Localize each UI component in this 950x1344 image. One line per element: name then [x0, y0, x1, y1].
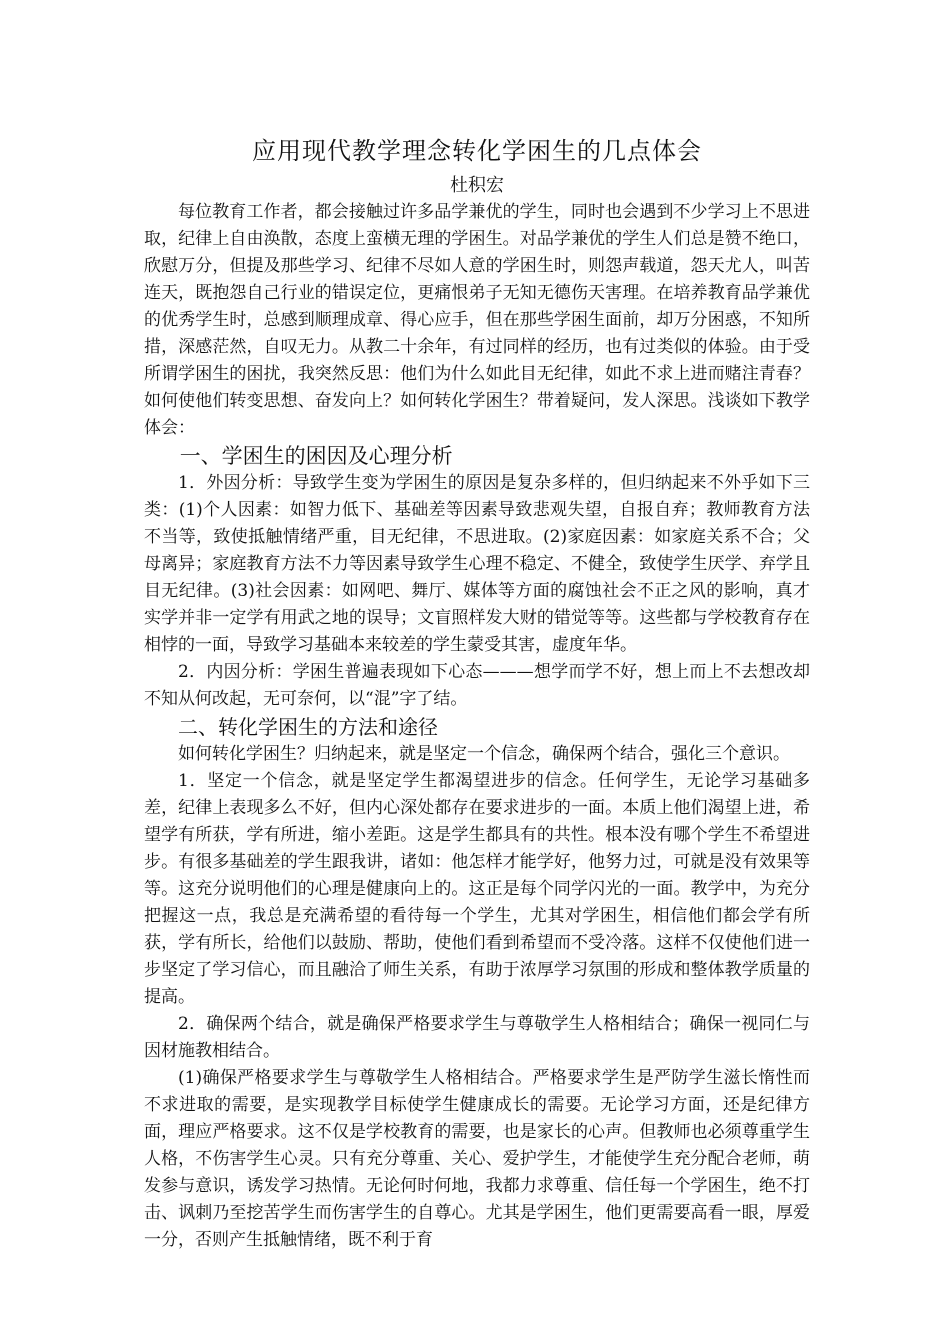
section-1-paragraph-1: 1．外因分析：导致学生变为学困生的原因是复杂多样的，但归纳起来不外乎如下三类：(1)个人因素：如智力低下、基础差等因素导致悲观失望，自报自弃；教师教育方法不当等，致使抵触情绪严重，目无纪律，不思进取。(2)家庭因素：如家庭关系不合；父母离异；家庭教育方法不力等因素导致学生心理不稳定、不健全，致使学生厌学、弃学且目无纪律。(3)社会因素：如网吧、舞厅、媒体等方面的腐蚀社会不正之风的影响，真才实学并非一定学有用武之地的误导；文盲照样发大财的错觉等等。这些都与学校教育存在相悖的一面，导致学习基础本来较差的学生蒙受其害，虚度年华。 [144, 473, 810, 655]
section-1-heading: 一、学困生的困因及心理分析 [179, 444, 453, 468]
section-2-intro-paragraph: 如何转化学困生？归纳起来，就是坚定一个信念，确保两个结合，强化三个意识。 [178, 744, 790, 764]
section-1-paragraph-2: 2．内因分析：学困生普遍表现如下心态———想学而学不好，想上而上不去想改却不知从何改起，无可奈何，以“混”字了结。 [144, 662, 810, 709]
author-name: 杜积宏 [450, 175, 504, 196]
section-2-paragraph-1: 1．坚定一个信念，就是坚定学生都渴望进步的信念。任何学生，无论学习基础多差，纪律上表现多么不好，但内心深处都存在要求进步的一面。本质上他们渴望上进，希望学有所获，学有所进，缩小差距。这是学生都具有的共性。根本没有哪个学生不希望进步。有很多基础差的学生跟我讲，诸如：他怎样才能学好，他努力过，可就是没有效果等等。这充分说明他们的心理是健康向上的。这正是每个同学闪光的一面。教学中，为充分把握这一点，我总是充满希望的看待每一个学生，尤其对学困生，相信他们都会学有所获，学有所长，给他们以鼓励、帮助，使他们看到希望而不受冷落。这样不仅使他们进一步坚定了学习信心，而且融洽了师生关系，有助于浓厚学习氛围的形成和整体教学质量的提高。 [144, 771, 810, 1007]
section-2-paragraph-2: 2．确保两个结合，就是确保严格要求学生与尊敬学生人格相结合；确保一视同仁与因材施教相结合。 [144, 1014, 810, 1061]
section-2-heading: 二、转化学困生的方法和途径 [178, 715, 438, 739]
document-title: 应用现代教学理念转化学困生的几点体会 [252, 137, 702, 165]
document-page [144, 134, 810, 1254]
intro-paragraph: 每位教育工作者，都会接触过许多品学兼优的学生，同时也会遇到不少学习上不思进取，纪律上自由涣散，态度上蛮横无理的学困生。对品学兼优的学生人们总是赞不绝口，欣慰万分，但提及那些学习、纪律不尽如人意的学困生时，则怨声载道，怨天尤人，叫苦连天，既抱怨自己行业的错误定位，更痛恨弟子无知无德伤天害理。在培养教育品学兼优的优秀学生时，总感到顺理成章、得心应手，但在那些学困生面前，却万分困惑，不知所措，深感茫然，自叹无力。从教二十余年，有过同样的经历，也有过类似的体验。由于受所谓学困生的困扰，我突然反思：他们为什么如此目无纪律，如此不求上进而赌注青春？如何使他们转变思想、奋发向上？如何转化学困生？带着疑问，发人深思。浅谈如下教学体会： [144, 202, 810, 438]
section-2-paragraph-3: (1)确保严格要求学生与尊敬学生人格相结合。严格要求学生是严防学生滋长惰性而不求进取的需要，是实现教学目标使学生健康成长的需要。无论学习方面，还是纪律方面，理应严格要求。这不仅是学校教育的需要，也是家长的心声。但教师也必须尊重学生人格，不伤害学生心灵。只有充分尊重、关心、爱护学生，才能使学生充分配合老师，萌发参与意识，诱发学习热情。无论何时何地，我都力求尊重、信任每一个学困生，绝不打击、讽刺乃至挖苦学生而伤害学生的自尊心。尤其是学困生，他们更需要高看一眼，厚爱一分，否则产生抵触情绪，既不利于育 [144, 1068, 810, 1250]
